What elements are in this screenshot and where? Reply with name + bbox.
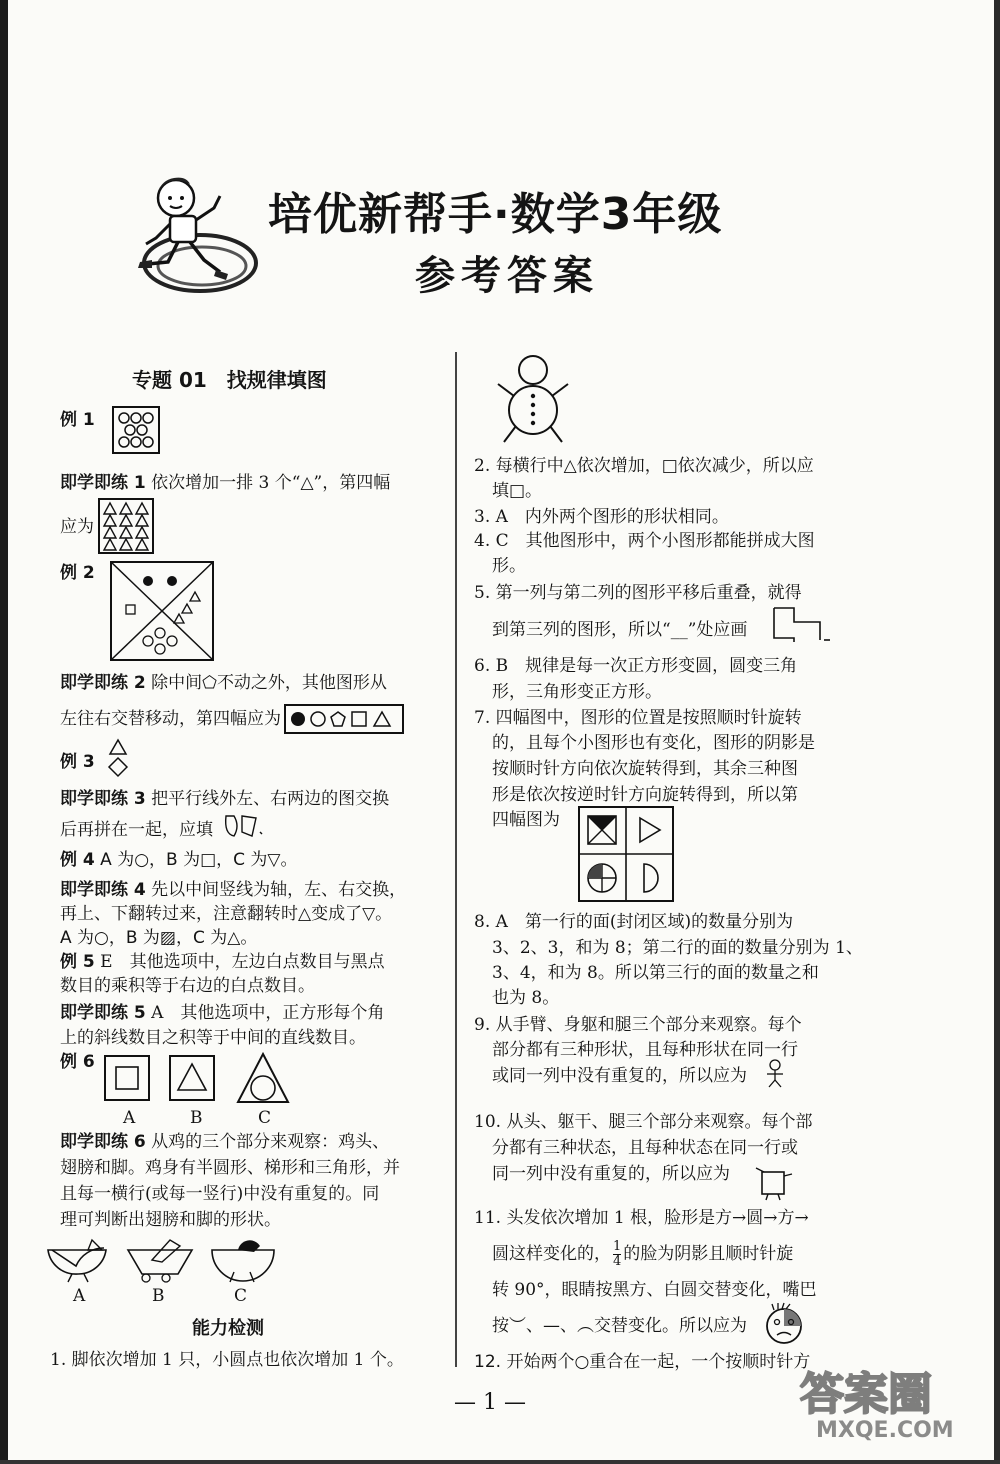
example-5-label: 例 5 <box>60 952 95 972</box>
practice-6-option-c: C <box>234 1286 248 1306</box>
answer-2-line-b: 填□。 <box>492 481 543 501</box>
practice-6-chickens-figure <box>44 1236 284 1284</box>
practice-2-line-a <box>60 673 387 693</box>
document-title: 培优新帮手·数学3年级 <box>268 189 723 240</box>
practice-4-line-b: 再上、下翻转过来，注意翻转时△变成了▽。 <box>60 904 393 924</box>
example-5-line-b: 数目的乘积等于右边的白点数目。 <box>60 976 315 996</box>
example-1-circles-figure <box>112 406 160 454</box>
answer-10-line-c: 同一列中没有重复的，所以应为 <box>492 1164 730 1184</box>
answer-11-line-b <box>492 1240 793 1269</box>
example-4-text: A 为○，B 为□，C 为▽。 <box>100 850 298 870</box>
answer-1: 1. 脚依次增加 1 只，小圆点也依次增加 1 个。 <box>50 1350 404 1370</box>
answer-5-line-b: 到第三列的图形，所以“__”处应画 <box>492 620 748 640</box>
answer-4-line-b: 形。 <box>492 556 526 576</box>
answer-4-line-a: 4. C 其他图形中，两个小图形都能拼成大图 <box>474 531 815 551</box>
practice-1-line-a <box>60 473 390 493</box>
practice-2-answer-figure <box>284 704 404 734</box>
watermark-url-text: MXQE.COM <box>816 1418 954 1443</box>
answer-8-line-d: 也为 8。 <box>492 988 560 1008</box>
answer-7-line-d: 形是依次按逆时针方向旋转得到，所以第 <box>492 785 798 805</box>
practice-5-label: 即学即练 5 <box>60 1003 146 1023</box>
practice-3-text-a: 把平行线外左、右两边的图交换 <box>151 789 390 809</box>
practice-3-line-a <box>60 789 389 809</box>
answer-11-text-b2: 的脸为阴影且顺时针旋 <box>623 1244 794 1264</box>
answer-7-line-a: 7. 四幅图中，图形的位置是按照顺时针旋转 <box>474 708 802 728</box>
running-boy-mascot-icon <box>128 168 258 296</box>
example-5-line-a <box>60 952 385 972</box>
practice-4-line-c: A 为○，B 为▨，C 为△。 <box>60 928 258 948</box>
example-2-square-figure <box>110 561 214 661</box>
scan-border-right <box>994 0 1000 1464</box>
example-5-text-a: E 其他选项中，左边白点数目与黑点 <box>100 952 385 972</box>
practice-5-line-a <box>60 1003 384 1023</box>
practice-6-option-a: A <box>73 1286 86 1306</box>
scan-border-bottom <box>0 1460 1000 1464</box>
example-4-label: 例 4 <box>60 850 95 870</box>
practice-6-line-d: 理可判断出翅膀和脚的形状。 <box>60 1210 281 1230</box>
answer-8-line-c: 3、4，和为 8。所以第三行的面的数量之和 <box>492 963 819 983</box>
answer-2-line-a: 2. 每横行中△依次增加，□依次减少，所以应 <box>474 456 814 476</box>
example-4-line <box>60 850 298 870</box>
example-1-label: 例 1 <box>60 410 95 430</box>
practice-3-label: 即学即练 3 <box>60 789 146 809</box>
practice-1-label: 即学即练 1 <box>60 473 146 493</box>
answer-8-line-b: 3、2、3，和为 8；第二行的面的数量分别为 1、 <box>492 938 863 958</box>
answer-9-line-a: 9. 从手臂、身躯和腿三个部分来观察。每个 <box>474 1015 802 1035</box>
answer-11-line-c: 转 90°，眼睛按黑方、白圆交替变化，嘴巴 <box>492 1280 817 1300</box>
fraction-numerator: 1 <box>613 1239 622 1254</box>
practice-3-answer-figure <box>222 812 266 840</box>
fraction-denominator: 4 <box>613 1254 622 1269</box>
watermark-logo <box>792 1358 982 1454</box>
example-2-label: 例 2 <box>60 563 95 583</box>
column-divider <box>455 352 457 1367</box>
answer-1-figure <box>494 352 572 444</box>
practice-1-triangles-figure <box>98 498 154 554</box>
practice-1-line-b: 应为 <box>60 517 94 537</box>
practice-4-label: 即学即练 4 <box>60 880 146 900</box>
example-3-label: 例 3 <box>60 752 95 772</box>
answer-11-line-a: 11. 头发依次增加 1 根，脸形是方→圆→方→ <box>474 1208 809 1228</box>
practice-6-label: 即学即练 6 <box>60 1132 146 1152</box>
answer-3: 3. A 内外两个图形的形状相同。 <box>474 507 729 527</box>
answer-10-line-a: 10. 从头、躯干、腿三个部分来观察。每个部 <box>474 1112 813 1132</box>
practice-6-line-c: 且每一横行(或每一竖行)中没有重复的。同 <box>60 1184 380 1204</box>
practice-5-line-b: 上的斜线数目之积等于中间的直线数目。 <box>60 1028 366 1048</box>
practice-5-text-a: A 其他选项中，正方形每个角 <box>151 1003 385 1023</box>
practice-6-line-a <box>60 1132 389 1152</box>
answer-6-line-a: 6. B 规律是每一次正方形变圆，圆变三角 <box>474 656 798 676</box>
answer-10-figure <box>754 1162 794 1202</box>
practice-6-option-b: B <box>152 1286 165 1306</box>
practice-4-text-a: 先以中间竖线为轴，左、右交换， <box>151 880 407 900</box>
answer-5-line-a: 5. 第一列与第二列的图形平移后重叠，就得 <box>474 583 802 603</box>
answer-9-figure <box>764 1058 786 1088</box>
practice-2-text-a: 除中间 <box>151 673 203 693</box>
example-6-option-b: B <box>190 1108 203 1128</box>
answer-12-line-a: 12. 开始两个○重合在一起，一个按顺时针方 <box>474 1352 811 1372</box>
page-number: — 1 — <box>454 1390 526 1415</box>
section-title: 专题 01 找规律填图 <box>132 368 327 392</box>
answer-7-line-e: 四幅图为 <box>492 810 560 830</box>
answer-7-grid-figure <box>578 806 674 902</box>
answer-7-line-c: 按顺时针方向依次旋转得到，其余三种图 <box>492 759 798 779</box>
practice-4-line-a <box>60 880 406 900</box>
practice-6-line-b: 翅膀和脚。鸡身有半圆形、梯形和三角形，并 <box>60 1158 400 1178</box>
answer-11-text-b1: 圆这样变化的， <box>492 1244 611 1264</box>
answer-9-line-b: 部分都有三种形状，且每种形状在同一行 <box>492 1040 798 1060</box>
practice-2-label: 即学即练 2 <box>60 673 146 693</box>
answer-7-line-b: 的，且每个小图形也有变化，图形的阴影是 <box>492 733 815 753</box>
ability-check-title: 能力检测 <box>192 1318 264 1339</box>
answer-11-face-figure <box>762 1302 806 1346</box>
answer-11-line-d: 按︶、—、︵交替变化。所以应为 <box>492 1316 747 1336</box>
scan-border-left <box>0 0 8 1464</box>
answer-8-line-a: 8. A 第一行的面(封闭区域)的数量分别为 <box>474 912 794 932</box>
watermark-cn-text: 答案圈 <box>800 1369 932 1420</box>
example-6-label: 例 6 <box>60 1052 95 1072</box>
practice-2-line-b: 左往右交替移动，第四幅应为 <box>60 709 281 729</box>
pentagon-icon: ⬠ <box>202 673 217 693</box>
example-6-options-figure <box>100 1050 290 1108</box>
practice-6-text-a: 从鸡的三个部分来观察：鸡头、 <box>151 1132 390 1152</box>
answer-5-figure <box>764 606 836 644</box>
example-6-option-c: C <box>258 1108 272 1128</box>
document-subtitle: 参考答案 <box>415 253 599 299</box>
answer-9-line-c: 或同一列中没有重复的，所以应为 <box>492 1066 747 1086</box>
practice-2-text-b: 不动之外，其他图形从 <box>216 673 387 693</box>
answer-10-line-b: 分都有三种状态，且每种状态在同一行或 <box>492 1138 798 1158</box>
practice-3-line-b: 后再拼在一起，应填 <box>60 820 213 840</box>
example-3-figure <box>106 738 130 778</box>
practice-1-text: 依次增加一排 3 个“△”，第四幅 <box>151 473 391 493</box>
answer-6-line-b: 形，三角形变正方形。 <box>492 682 662 702</box>
quarter-fraction <box>613 1240 621 1269</box>
example-6-option-a: A <box>123 1108 136 1128</box>
